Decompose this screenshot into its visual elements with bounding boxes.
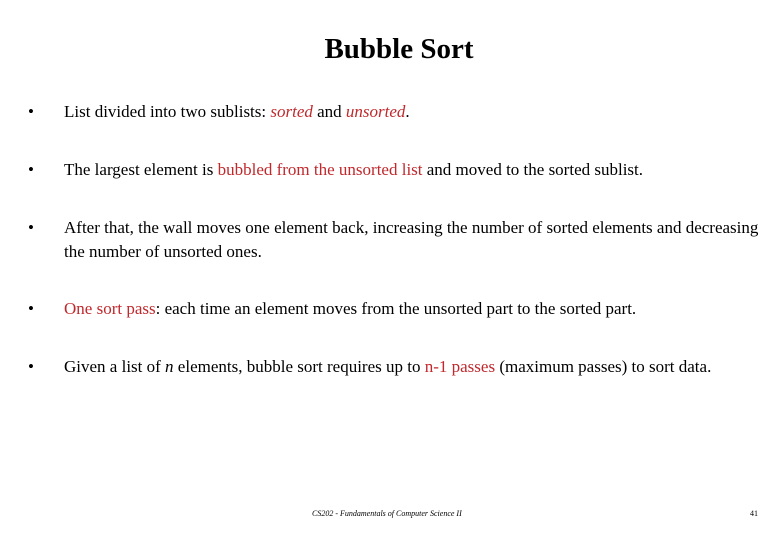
bullet-segment: After that, the wall moves one element back, increasing the number of sorted elements and decreasing the number of unsorted ones. [64,218,759,261]
bullet-segment: The largest element is [64,160,218,179]
footer-course: CS202 - Fundamentals of Computer Science II [312,509,462,518]
bullet-segment: and [312,102,346,121]
bullet-text [64,158,760,182]
bullet-text [64,216,760,264]
bullet-dot: • [28,357,34,376]
bullet-dot: • [28,102,34,121]
page-number: 41 [750,509,758,518]
bullet-segment: (maximum passes) to sort data. [495,357,712,376]
bullet-segment: : each time an element moves from the unsorted part to the sorted part. [155,299,637,318]
bullet-segment: List divided into two sublists: [64,102,271,121]
bullet-text [64,100,760,124]
highlight-phrase-passes: n-1 passes [424,357,496,376]
highlight-term-unsorted: unsorted [345,102,406,121]
bullet-dot: • [28,299,34,318]
bullet-item [28,216,760,264]
bullet-item [28,297,760,321]
bullet-dot: • [28,218,34,237]
slide-title: Bubble Sort [324,33,474,65]
highlight-term-sorted: sorted [270,102,313,121]
bullet-segment: Given a list of [64,357,166,376]
bullet-segment: . [405,102,410,121]
bullet-item [28,100,760,124]
bullet-segment: elements, bubble sort requires up to [173,357,425,376]
highlight-phrase-sort-pass: One sort pass [64,299,156,318]
bullet-text [64,297,760,321]
bullet-item [28,355,760,379]
bullet-dot: • [28,160,34,179]
bullet-text [64,355,760,379]
bullet-item [28,158,760,182]
bullet-segment: and moved to the sorted sublist. [422,160,644,179]
variable-n: n [165,357,174,376]
highlight-phrase-bubbled: bubbled from the unsorted list [217,160,423,179]
